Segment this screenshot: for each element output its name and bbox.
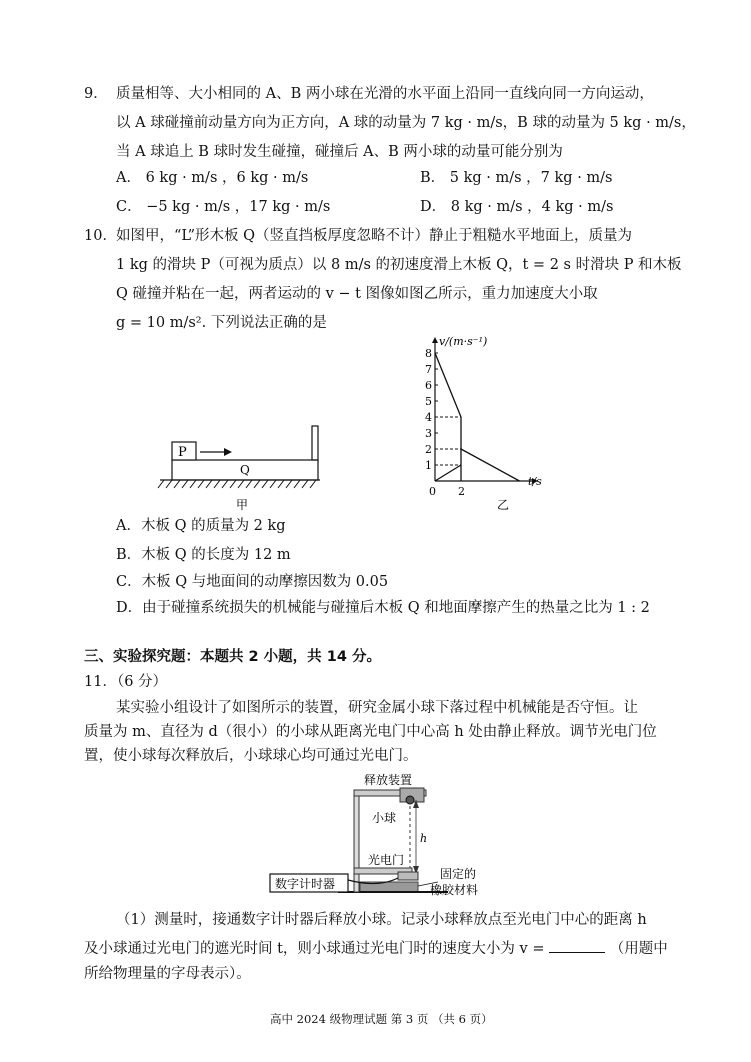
q9-option-d: D． 8 kg · m/s ，4 kg · m/s	[420, 199, 614, 215]
y-tick-label: 3	[425, 427, 432, 440]
board-q-wall	[312, 426, 318, 460]
q10-option-b: B．木板 Q 的长度为 12 m	[116, 547, 291, 563]
caption-yi: 乙	[497, 498, 510, 512]
q9-option-b: B． 5 kg · m/s ，7 kg · m/s	[420, 170, 613, 186]
q11-sub1-line2-text: 及小球通过光电门的遮光时间 t，则小球通过光电门时的速度大小为 v =	[84, 941, 545, 957]
y-tick-label: 8	[425, 347, 432, 360]
y-tick-label: 6	[425, 379, 432, 392]
q11-sub1-line2-tail: （用题中	[609, 941, 668, 957]
ball	[406, 796, 414, 804]
q10-option-d: D．由于碰撞系统损失的机械能与碰撞后木板 Q 和地面摩擦产生的热量之比为 1 : 2	[116, 600, 650, 616]
q10-option-c: C．木板 Q 与地面间的动摩擦因数为 0.05	[116, 574, 389, 590]
y-tick-label: 5	[425, 395, 432, 408]
q9-stem-line2: 以 A 球碰撞前动量方向为正方向，A 球的动量为 7 kg · m/s，B 球的动量为 5 kg · m/s，	[116, 115, 696, 131]
figure-apparatus	[268, 770, 508, 910]
q9-stem-line1: 质量相等、大小相同的 A、B 两小球在光滑的水平面上沿同一直线向同一方向运动，	[116, 86, 654, 102]
q9-stem-line3: 当 A 球追上 B 球时发生碰撞，碰撞后 A、B 两小球的动量可能分别为	[116, 144, 563, 160]
q10-number: 10．	[84, 228, 117, 244]
series-line-q	[435, 465, 461, 481]
x-tick-label: 2	[458, 485, 465, 498]
q10-stem-line1: 如图甲，“L”形木板 Q（竖直挡板厚度忽略不计）静止于粗糙水平地面上，质量为	[116, 228, 632, 244]
label-release: 释放装置	[364, 773, 413, 787]
q11-sub1-line2	[84, 938, 668, 959]
q10-stem-line3: Q 碰撞并粘在一起，两者运动的 v − t 图像如图乙所示，重力加速度大小取	[116, 286, 598, 302]
q9-number: 9．	[84, 86, 108, 102]
series-line-p-q	[461, 449, 520, 481]
y-tick-label: 2	[425, 443, 432, 456]
label-timer: 数字计时器	[275, 877, 336, 891]
label-h: h	[420, 832, 428, 845]
q10-stem-line2: 1 kg 的滑块 P（可视为质点）以 8 m/s 的初速度滑上木板 Q，t = 2 s 时滑块 P 和木板	[116, 257, 682, 273]
q10-stem-line4: g = 10 m/s². 下列说法正确的是	[116, 315, 327, 331]
q9-option-a: A． 6 kg · m/s ，6 kg · m/s	[116, 170, 309, 186]
figure-yi-chart	[405, 335, 600, 515]
page-footer: 高中 2024 级物理试题 第 3 页 （共 6 页）	[270, 1012, 493, 1026]
y-tick-label: 1	[425, 459, 432, 472]
q11-sub1-line1: （1）测量时，接通数字计时器后释放小球。记录小球释放点至光电门中心的距离 h	[116, 912, 647, 928]
arrow-icon	[224, 448, 232, 456]
y-axis-label: v/(m·s⁻¹)	[439, 335, 488, 348]
figure-jia	[150, 418, 330, 518]
origin-label: 0	[429, 485, 436, 498]
stand-pole	[354, 792, 359, 892]
y-tick-label: 7	[425, 363, 432, 376]
label-p: P	[178, 445, 187, 460]
y-axis-arrow-icon	[432, 337, 438, 343]
q11-para1-line1: 某实验小组设计了如图所示的装置，研究金属小球下落过程中机械能是否守恒。让	[116, 700, 638, 716]
label-rubber-2: 橡胶材料	[430, 883, 479, 897]
label-q: Q	[240, 463, 250, 477]
q10-option-a: A．木板 Q 的质量为 2 kg	[116, 518, 286, 534]
label-ball: 小球	[372, 811, 397, 825]
caption-jia: 甲	[236, 498, 249, 512]
section-3-heading: 三、实验探究题：本题共 2 小题，共 14 分。	[84, 649, 381, 665]
q11-sub1-line3: 所给物理量的字母表示）。	[84, 966, 251, 982]
label-rubber-1: 固定的	[440, 867, 477, 881]
q11-para1-line3: 置，使小球每次释放后，小球球心均可通过光电门。	[84, 748, 418, 764]
q11-para1-line2: 质量为 m、直径为 d（很小）的小球从距离光电门中心高 h 处由静止释放。调节光电门位	[84, 724, 657, 740]
y-tick-label: 4	[425, 411, 432, 424]
q11-number: 11．（6 分）	[84, 674, 168, 690]
photo-gate	[398, 872, 418, 880]
label-gate: 光电门	[368, 853, 405, 867]
q9-option-c: C． −5 kg · m/s ，17 kg · m/s	[116, 199, 331, 215]
x-axis-label: t/s	[528, 475, 542, 488]
series-line-p	[435, 353, 461, 417]
answer-blank[interactable]	[549, 938, 605, 953]
